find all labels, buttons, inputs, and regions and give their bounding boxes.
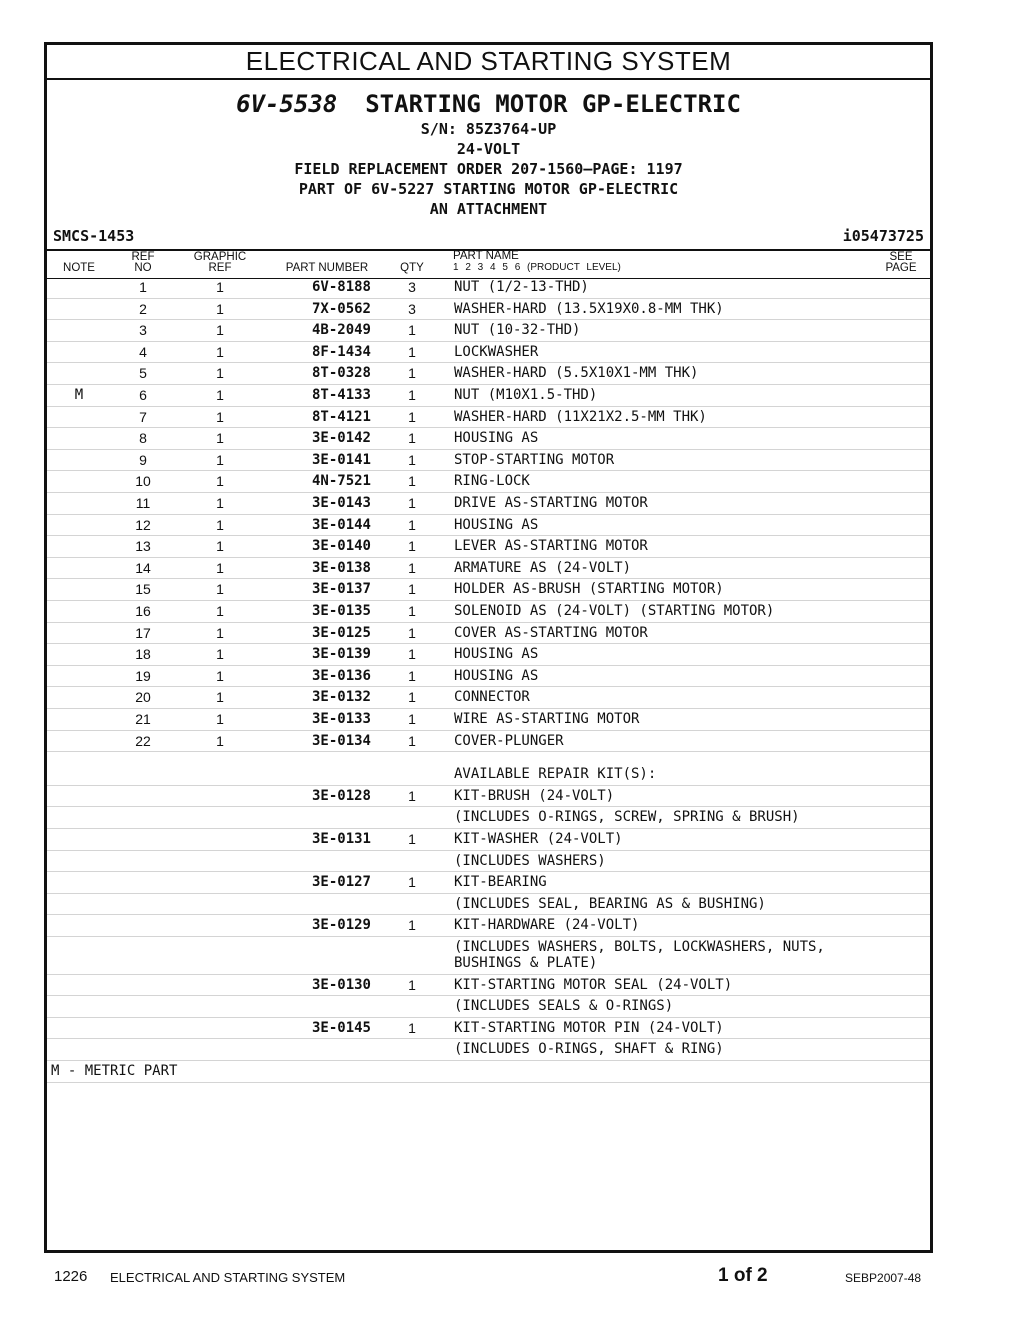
- serial-range: S/N: 85Z3764-UP: [420, 120, 557, 138]
- table-row: [47, 384, 930, 407]
- cell-part-name: AVAILABLE REPAIR KIT(S):: [454, 766, 657, 783]
- table-row: [47, 492, 930, 515]
- cell-part-name: KIT-STARTING MOTOR SEAL (24-VOLT): [454, 976, 733, 993]
- cell-part-number: 7X-0562: [311, 300, 371, 317]
- cell-part-name: HOLDER AS-BRUSH (STARTING MOTOR): [454, 581, 724, 598]
- part-of-line: PART OF 6V-5227 STARTING MOTOR GP-ELECTRIC: [298, 180, 679, 198]
- cell-ref-no: 18: [135, 646, 151, 663]
- metric-footnote: M - METRIC PART: [51, 1063, 178, 1079]
- cell-note: M: [74, 387, 84, 403]
- cell-qty: 1: [408, 538, 416, 555]
- cell-ref-no: 4: [139, 343, 147, 360]
- smcs-code: SMCS-1453: [53, 227, 135, 245]
- table-row: [47, 427, 930, 450]
- cell-part-number: 8T-4121: [311, 408, 371, 425]
- cell-part-name: NUT (M10X1.5-THD): [454, 387, 598, 403]
- cell-ref-no: 13: [135, 538, 151, 555]
- cell-ref-no: 2: [139, 300, 147, 317]
- cell-part-name: WASHER-HARD (5.5X10X1-MM THK): [454, 365, 699, 382]
- cell-part-name: HOUSING AS: [454, 667, 539, 684]
- table-row: [47, 936, 930, 975]
- cell-part-name: STOP-STARTING MOTOR: [454, 451, 615, 468]
- cell-part-number: 3E-0141: [311, 451, 371, 468]
- col-qty: QTY: [400, 262, 424, 274]
- cell-qty: 1: [408, 732, 416, 749]
- table-row: [47, 995, 930, 1018]
- cell-part-number: 8T-4133: [311, 387, 371, 403]
- cell-graphic-ref: 1: [216, 732, 224, 749]
- cell-ref-no: 16: [135, 603, 151, 619]
- cell-part-name: WASHER-HARD (11X21X2.5-MM THK): [454, 408, 707, 425]
- cell-part-number: 3E-0127: [311, 874, 371, 891]
- cell-ref-no: 1: [139, 279, 147, 295]
- cell-qty: 1: [408, 408, 416, 425]
- col-part-number: PART NUMBER: [285, 262, 369, 274]
- cell-part-number: 3E-0132: [311, 689, 371, 706]
- cell-ref-no: 15: [135, 581, 151, 598]
- table-row: [47, 914, 930, 937]
- cell-part-number: 3E-0137: [311, 581, 371, 598]
- cell-part-name: LEVER AS-STARTING MOTOR: [454, 538, 648, 555]
- page-number: 1226: [54, 1268, 88, 1285]
- cell-qty: 1: [408, 365, 416, 382]
- table-row: [47, 514, 930, 537]
- attachment-line: AN ATTACHMENT: [429, 200, 548, 218]
- cell-graphic-ref: 1: [216, 538, 224, 555]
- section-title: ELECTRICAL AND STARTING SYSTEM: [47, 45, 930, 80]
- cell-part-name: CONNECTOR: [454, 689, 530, 706]
- cell-ref-no: 14: [135, 559, 151, 576]
- cell-ref-no: 12: [135, 516, 151, 533]
- col-part-name-line1: PART NAME: [453, 250, 519, 262]
- cell-ref-no: 8: [139, 430, 147, 447]
- model-heading: [47, 89, 930, 119]
- cell-part-number: 3E-0138: [311, 559, 371, 576]
- table-row: [47, 362, 930, 385]
- cell-part-name: LOCKWASHER: [454, 343, 539, 360]
- cell-qty: 1: [408, 516, 416, 533]
- cell-part-name: KIT-BEARING: [454, 874, 547, 891]
- col-graphic-ref: [187, 252, 253, 274]
- footnote-row: [47, 1060, 930, 1083]
- page-footer: [0, 1262, 1020, 1292]
- table-row: [47, 785, 930, 808]
- cell-part-name: RING-LOCK: [454, 473, 530, 490]
- cell-part-number: 3E-0130: [311, 976, 371, 993]
- cell-graphic-ref: 1: [216, 451, 224, 468]
- table-row: [47, 578, 930, 601]
- cell-qty: 1: [408, 689, 416, 706]
- column-header: [47, 249, 930, 279]
- cell-part-name: COVER AS-STARTING MOTOR: [454, 624, 648, 641]
- cell-part-name: (INCLUDES WASHERS): [454, 852, 606, 869]
- col-ref-line2: NO: [134, 262, 152, 274]
- cell-part-number: 3E-0139: [311, 646, 371, 663]
- table-row: [47, 470, 930, 493]
- cell-qty: 1: [408, 603, 416, 619]
- cell-part-name: KIT-HARDWARE (24-VOLT): [454, 917, 640, 934]
- col-see-page: [877, 252, 925, 274]
- cell-part-name: (INCLUDES WASHERS, BOLTS, LOCKWASHERS, NUTS, BUSHINGS & PLATE): [454, 939, 825, 971]
- document-id: SEBP2007-48: [845, 1271, 922, 1285]
- cell-ref-no: 7: [139, 408, 147, 425]
- cell-qty: 1: [408, 343, 416, 360]
- cell-ref-no: 17: [135, 624, 151, 641]
- cell-part-number: 8T-0328: [311, 365, 371, 382]
- cell-part-name: KIT-STARTING MOTOR PIN (24-VOLT): [454, 1019, 724, 1036]
- col-graphic-line1: GRAPHIC: [193, 251, 247, 263]
- cell-part-number: 3E-0143: [311, 495, 371, 511]
- cell-qty: 1: [408, 624, 416, 641]
- table-row: [47, 622, 930, 645]
- cell-ref-no: 6: [139, 387, 147, 403]
- cell-qty: 1: [408, 322, 416, 339]
- cell-part-name: HOUSING AS: [454, 516, 539, 533]
- table-row: [47, 871, 930, 894]
- cell-part-number: 3E-0131: [311, 831, 371, 847]
- illustration-id: i05473725: [842, 227, 924, 245]
- cell-qty: 1: [408, 711, 416, 727]
- cell-part-name: (INCLUDES O-RINGS, SHAFT & RING): [454, 1041, 724, 1058]
- cell-part-number: 3E-0144: [311, 516, 371, 533]
- cell-part-name: ARMATURE AS (24-VOLT): [454, 559, 632, 576]
- table-row: [47, 730, 930, 753]
- cell-part-name: COVER-PLUNGER: [454, 732, 564, 749]
- cell-part-name: NUT (10-32-THD): [454, 322, 581, 339]
- table-row: [47, 600, 930, 623]
- model-number: 6V-5538: [236, 90, 338, 118]
- cell-graphic-ref: 1: [216, 581, 224, 598]
- parts-page-frame: [44, 42, 933, 1253]
- cell-ref-no: 3: [139, 322, 147, 339]
- table-row: [47, 319, 930, 342]
- cell-graphic-ref: 1: [216, 603, 224, 619]
- cell-ref-no: 21: [135, 711, 151, 727]
- table-row: [47, 276, 930, 299]
- col-graphic-line2: REF: [208, 262, 232, 274]
- model-name: STARTING MOTOR GP-ELECTRIC: [365, 90, 741, 118]
- cell-qty: 1: [408, 667, 416, 684]
- cell-qty: 1: [408, 495, 416, 511]
- cell-part-name: KIT-WASHER (24-VOLT): [454, 831, 623, 847]
- sheet-indicator: 1 of 2: [718, 1265, 768, 1286]
- table-row: [47, 893, 930, 916]
- cell-graphic-ref: 1: [216, 279, 224, 295]
- cell-qty: 1: [408, 473, 416, 490]
- cell-part-number: 3E-0128: [311, 787, 371, 804]
- voltage: 24-VOLT: [456, 140, 521, 158]
- table-row: [47, 406, 930, 429]
- col-product-levels: 1 2 3 4 5 6 (PRODUCT LEVEL): [453, 262, 621, 273]
- cell-graphic-ref: 1: [216, 322, 224, 339]
- cell-part-number: 3E-0136: [311, 667, 371, 684]
- cell-part-number: 3E-0140: [311, 538, 371, 555]
- cell-qty: 1: [408, 787, 416, 804]
- cell-graphic-ref: 1: [216, 473, 224, 490]
- cell-qty: 1: [408, 831, 416, 847]
- table-row: [47, 557, 930, 580]
- cell-qty: 1: [408, 430, 416, 447]
- table-row: [47, 751, 930, 786]
- cell-part-name: (INCLUDES O-RINGS, SCREW, SPRING & BRUSH): [454, 809, 800, 826]
- cell-ref-no: 10: [135, 473, 151, 490]
- cell-part-number: 6V-8188: [311, 279, 371, 295]
- table-row: [47, 298, 930, 321]
- field-replacement-order: FIELD REPLACEMENT ORDER 207-1560—PAGE: 1197: [294, 160, 683, 178]
- cell-graphic-ref: 1: [216, 408, 224, 425]
- cell-qty: 1: [408, 917, 416, 934]
- table-row: [47, 535, 930, 558]
- table-row: [47, 806, 930, 829]
- cell-qty: 3: [408, 279, 416, 295]
- cell-part-name: WASHER-HARD (13.5X19X0.8-MM THK): [454, 300, 724, 317]
- table-row: [47, 341, 930, 364]
- cell-ref-no: 22: [135, 732, 151, 749]
- table-row: [47, 643, 930, 666]
- cell-part-number: 3E-0135: [311, 603, 371, 619]
- cell-qty: 3: [408, 300, 416, 317]
- cell-part-number: 3E-0142: [311, 430, 371, 447]
- table-row: [47, 665, 930, 688]
- cell-ref-no: 19: [135, 667, 151, 684]
- table-row: [47, 828, 930, 851]
- footer-section: ELECTRICAL AND STARTING SYSTEM: [110, 1270, 346, 1285]
- col-see-line2: PAGE: [885, 262, 917, 274]
- cell-graphic-ref: 1: [216, 365, 224, 382]
- cell-part-number: 3E-0134: [311, 732, 371, 749]
- col-note: NOTE: [63, 262, 95, 274]
- col-ref-line1: REF: [131, 251, 155, 263]
- table-row: [47, 850, 930, 873]
- cell-graphic-ref: 1: [216, 711, 224, 727]
- col-see-line1: SEE: [889, 251, 913, 263]
- cell-part-number: 4N-7521: [311, 473, 371, 490]
- cell-graphic-ref: 1: [216, 559, 224, 576]
- cell-part-number: 8F-1434: [311, 343, 371, 360]
- cell-graphic-ref: 1: [216, 689, 224, 706]
- cell-part-name: DRIVE AS-STARTING MOTOR: [454, 495, 648, 511]
- cell-qty: 1: [408, 646, 416, 663]
- cell-part-name: (INCLUDES SEALS & O-RINGS): [454, 998, 674, 1015]
- cell-part-number: 4B-2049: [311, 322, 371, 339]
- cell-ref-no: 20: [135, 689, 151, 706]
- table-row: [47, 974, 930, 997]
- cell-graphic-ref: 1: [216, 667, 224, 684]
- cell-graphic-ref: 1: [216, 300, 224, 317]
- table-row: [47, 1017, 930, 1040]
- smcs-row: [53, 227, 924, 247]
- cell-graphic-ref: 1: [216, 495, 224, 511]
- cell-part-name: SOLENOID AS (24-VOLT) (STARTING MOTOR): [454, 603, 775, 619]
- cell-part-number: 3E-0129: [311, 917, 371, 934]
- table-row: [47, 1038, 930, 1061]
- cell-part-name: HOUSING AS: [454, 646, 539, 663]
- cell-part-number: 3E-0125: [311, 624, 371, 641]
- cell-part-name: HOUSING AS: [454, 430, 539, 447]
- cell-qty: 1: [408, 976, 416, 993]
- table-row: [47, 708, 930, 731]
- cell-part-name: (INCLUDES SEAL, BEARING AS & BUSHING): [454, 895, 766, 912]
- cell-qty: 1: [408, 559, 416, 576]
- cell-qty: 1: [408, 874, 416, 891]
- table-row: [47, 449, 930, 472]
- cell-ref-no: 5: [139, 365, 147, 382]
- cell-qty: 1: [408, 1019, 416, 1036]
- cell-ref-no: 11: [135, 495, 151, 511]
- cell-part-number: 3E-0145: [311, 1019, 371, 1036]
- cell-graphic-ref: 1: [216, 646, 224, 663]
- group-header: [47, 89, 930, 219]
- cell-qty: 1: [408, 451, 416, 468]
- cell-graphic-ref: 1: [216, 516, 224, 533]
- cell-qty: 1: [408, 387, 416, 403]
- table-row: [47, 686, 930, 709]
- col-part-name: [453, 251, 621, 273]
- cell-graphic-ref: 1: [216, 343, 224, 360]
- col-ref: [119, 252, 167, 274]
- cell-part-name: NUT (1/2-13-THD): [454, 279, 589, 295]
- cell-graphic-ref: 1: [216, 387, 224, 403]
- cell-part-name: KIT-BRUSH (24-VOLT): [454, 787, 615, 804]
- cell-graphic-ref: 1: [216, 624, 224, 641]
- cell-qty: 1: [408, 581, 416, 598]
- cell-part-name: WIRE AS-STARTING MOTOR: [454, 711, 640, 727]
- cell-ref-no: 9: [139, 451, 147, 468]
- cell-graphic-ref: 1: [216, 430, 224, 447]
- cell-part-number: 3E-0133: [311, 711, 371, 727]
